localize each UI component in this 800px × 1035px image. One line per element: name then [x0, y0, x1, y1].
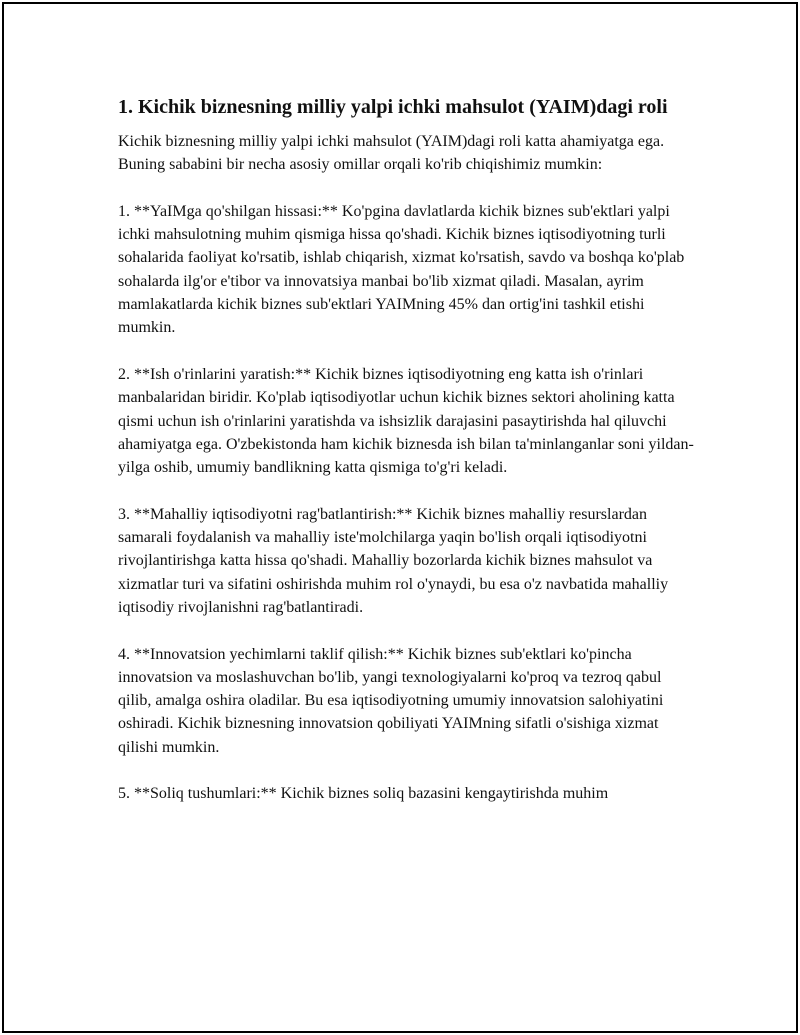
paragraph-5: 5. **Soliq tushumlari:** Kichik biznes soliq bazasini kengaytirishda muhim: [118, 785, 609, 803]
paragraph-2: 2. **Ish o'rinlarini yaratish:** Kichik biznes iqtisodiyotning eng katta ish o'rinlari manbalaridan biridir. Ko'plab iqtisodiyotlar uchun kichik biznes sektori aholining katta qismi uchun ish o'rinlarini yaratishda va ishsizlik darajasini pasaytirishda hal qiluvchi ahamiyatga ega. O'zbekistonda ham kichik biznesda ish bilan ta'minlanganlar soni yildan-yilga oshib, umumiy bandlikning katta qismiga to'g'ri keladi.: [118, 365, 694, 477]
intro-paragraph: Kichik biznesning milliy yalpi ichki mahsulot (YAIM)dagi roli katta ahamiyatga ega. Buning sababini bir necha asosiy omillar orqali ko'rib chiqishimiz mumkin:: [118, 133, 665, 174]
document-body: [118, 94, 698, 829]
paragraph-4: 4. **Innovatsion yechimlarni taklif qilish:** Kichik biznes sub'ektlari ko'pincha innovatsion va moslashuvchan bo'lib, yangi texnologiyalarni ko'proq va tezroq qabul qilib, amalga oshira oladilar. Bu esa iqtisodiyotning umumiy innovatsion salohiyatini oshiradi. Kichik biznesning innovatsion qobiliyati YAIMning sifatli o'sishiga xizmat qilishi mumkin.: [118, 645, 664, 756]
paragraph-3: 3. **Mahalliy iqtisodiyotni rag'batlantirish:** Kichik biznes mahalliy resurslardan samarali foydalanish va mahalliy iste'molchilarga yaqin bo'lish orqali iqtisodiyotni rivojlantirishga katta hissa qo'shadi. Mahalliy bozorlarda kichik biznes mahsulot va xizmatlar turi va sifatini oshirishda muhim rol o'ynaydi, bu esa o'z navbatida mahalliy iqtisodiy rivojlanishni rag'batlantiradi.: [118, 505, 669, 616]
paragraph-1: 1. **YaIMga qo'shilgan hissasi:** Ko'pgina davlatlarda kichik biznes sub'ektlari yalpi ichki mahsulotning muhim qismiga hissa qo'shadi. Kichik biznes iqtisodiyotning turli sohalarida faoliyat ko'rsatib, ishlab chiqarish, xizmat ko'rsatish, savdo va boshqa ko'plab sohalarda ilg'or e'tibor va innovatsiya manbai bo'lib xizmat qiladi. Masalan, ayrim mamlakatlarda kichik biznes sub'ektlari YAIMning 45% dan ortig'ini tashkil etishi mumkin.: [118, 202, 685, 337]
section-heading: 1. Kichik biznesning milliy yalpi ichki mahsulot (YAIM)dagi roli: [118, 96, 668, 118]
